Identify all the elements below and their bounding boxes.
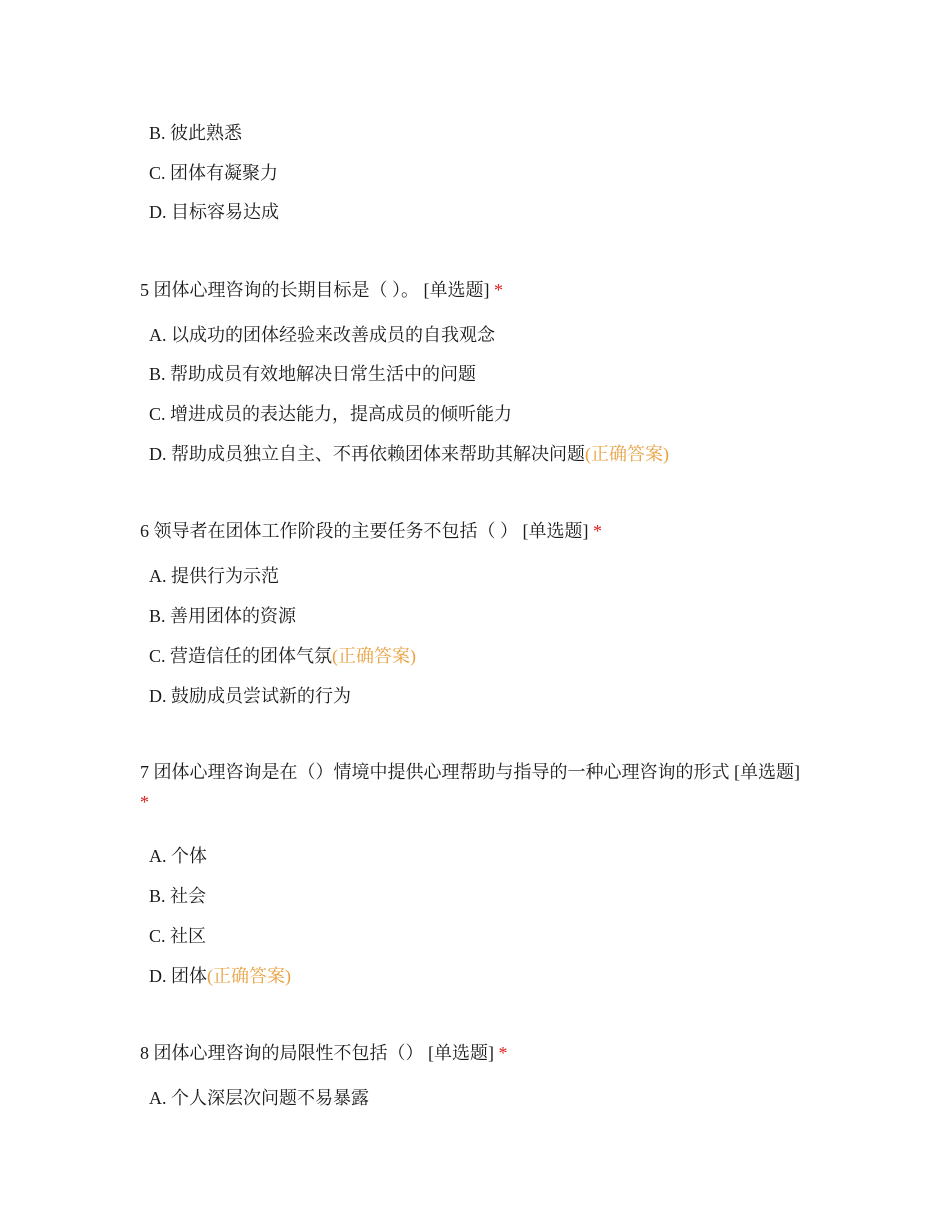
q4-option-c[interactable] <box>149 161 278 185</box>
q4-option-d[interactable] <box>149 200 279 224</box>
option-text: 团体 <box>171 966 207 986</box>
option-text: 善用团体的资源 <box>170 606 297 626</box>
option-text: 个体 <box>171 846 207 866</box>
question-number: 5 <box>140 280 149 300</box>
option-letter: B. <box>149 606 166 626</box>
option-text: 社区 <box>170 926 207 946</box>
q6-option-b[interactable] <box>149 604 296 628</box>
q8-title <box>140 1038 810 1068</box>
question-type: [单选题] <box>734 762 800 782</box>
option-text: 帮助成员有效地解决日常生活中的问题 <box>170 364 477 384</box>
question-type: [单选题] <box>428 1043 494 1063</box>
option-text: 增进成员的表达能力，提高成员的倾听能力 <box>170 404 513 424</box>
option-text: 鼓励成员尝试新的行为 <box>171 686 351 706</box>
correct-answer-tag: (正确答案) <box>585 444 669 464</box>
question-number: 8 <box>140 1043 149 1063</box>
q6-option-c[interactable] <box>149 644 416 668</box>
option-text: 营造信任的团体气氛 <box>170 646 333 666</box>
correct-answer-tag: (正确答案) <box>207 966 291 986</box>
q5-option-a[interactable] <box>149 323 495 347</box>
option-letter: B. <box>149 886 166 906</box>
option-letter: A. <box>149 325 167 345</box>
q8-option-a[interactable] <box>149 1086 369 1110</box>
option-letter: B. <box>149 123 166 143</box>
required-star: * <box>494 280 503 300</box>
q5-option-c[interactable] <box>149 402 512 426</box>
q7-option-d[interactable] <box>149 964 291 988</box>
q6-option-a[interactable] <box>149 564 279 588</box>
q7-option-b[interactable] <box>149 884 206 908</box>
q5-title <box>140 275 810 305</box>
option-letter: A. <box>149 846 167 866</box>
question-text: 团体心理咨询的长期目标是（ ）。 <box>153 280 419 300</box>
q4-option-b[interactable] <box>149 121 242 145</box>
option-letter: C. <box>149 163 166 183</box>
question-type: [单选题] <box>522 521 589 541</box>
option-text: 以成功的团体经验来改善成员的自我观念 <box>171 325 495 345</box>
option-letter: C. <box>149 926 166 946</box>
option-letter: C. <box>149 646 166 666</box>
option-letter: A. <box>149 1088 167 1108</box>
option-letter: D. <box>149 966 167 986</box>
option-letter: D. <box>149 202 167 222</box>
option-letter: B. <box>149 364 166 384</box>
q6-option-d[interactable] <box>149 684 351 708</box>
option-text: 帮助成员独立自主、不再依赖团体来帮助其解决问题 <box>171 444 585 464</box>
q7-title <box>140 757 810 817</box>
q6-title <box>140 516 810 546</box>
option-text: 个人深层次问题不易暴露 <box>171 1088 369 1108</box>
correct-answer-tag: (正确答案) <box>332 646 417 666</box>
q5-option-b[interactable] <box>149 362 476 386</box>
question-number: 6 <box>140 521 149 541</box>
required-star: * <box>140 792 149 812</box>
question-number: 7 <box>140 762 149 782</box>
q7-option-a[interactable] <box>149 844 207 868</box>
question-text: 团体心理咨询是在（）情境中提供心理帮助与指导的一种心理咨询的形式 <box>153 762 730 782</box>
required-star: * <box>593 521 602 541</box>
option-letter: C. <box>149 404 166 424</box>
option-text: 提供行为示范 <box>171 566 279 586</box>
q5-option-d[interactable] <box>149 442 669 466</box>
option-text: 社会 <box>170 886 207 906</box>
required-star: * <box>498 1043 508 1063</box>
q7-option-c[interactable] <box>149 924 206 948</box>
question-type: [单选题] <box>423 280 490 300</box>
option-text: 目标容易达成 <box>171 202 279 222</box>
option-text: 团体有凝聚力 <box>170 163 279 183</box>
option-text: 彼此熟悉 <box>170 123 243 143</box>
option-letter: D. <box>149 686 167 706</box>
question-text: 团体心理咨询的局限性不包括（） <box>153 1043 424 1063</box>
option-letter: A. <box>149 566 167 586</box>
question-text: 领导者在团体工作阶段的主要任务不包括（ ） <box>153 521 518 541</box>
option-letter: D. <box>149 444 167 464</box>
